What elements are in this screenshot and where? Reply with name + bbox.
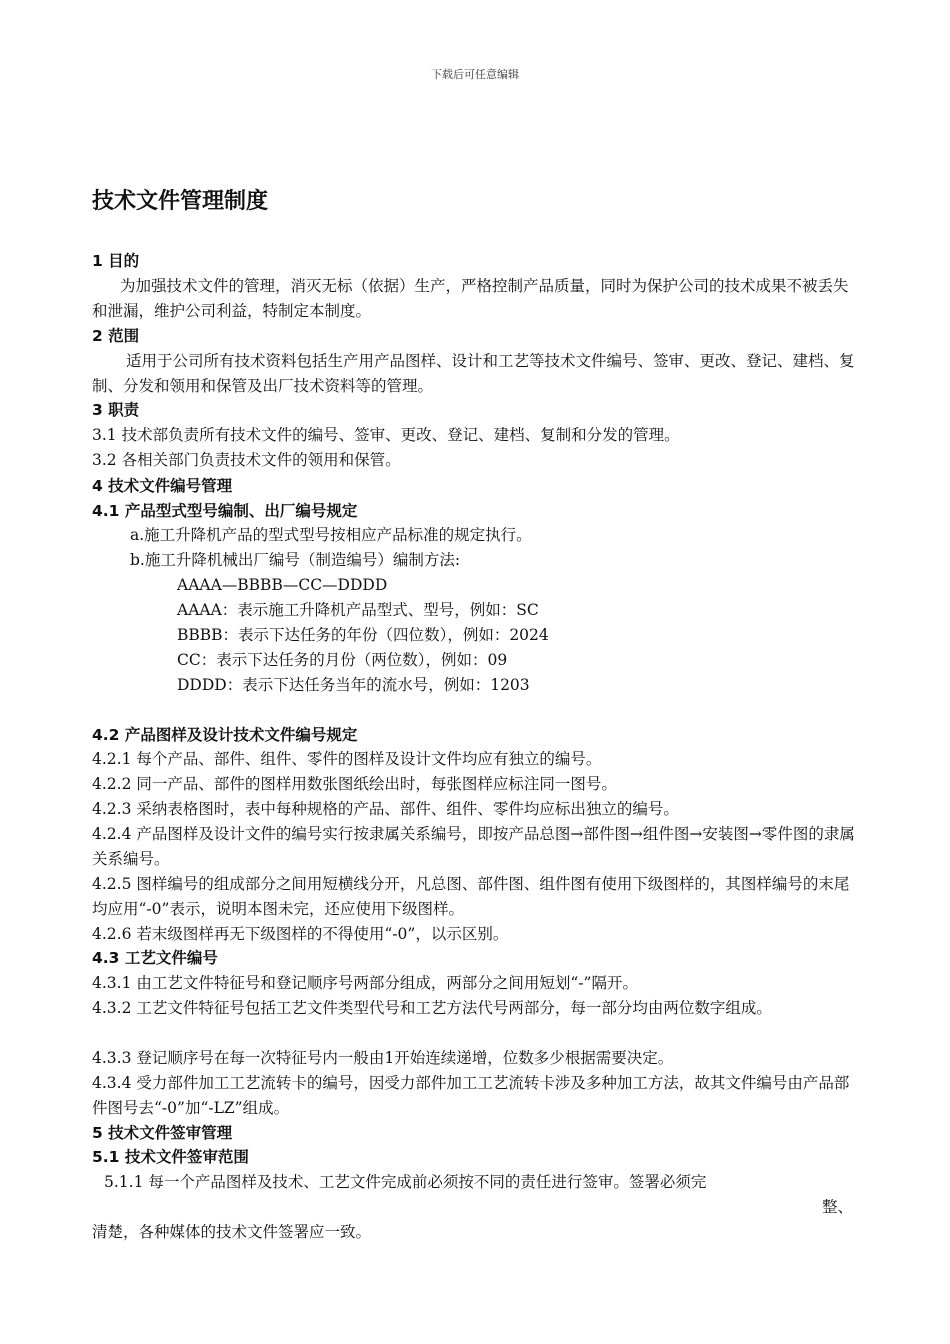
paragraph: 4.3.4 受力部件加工工艺流转卡的编号，因受力部件加工工艺流转卡涉及多种加工方法，故其文件编号由产品部件图号去“-0”加“-LZ”组成。	[92, 1074, 850, 1117]
section-heading: 4 技术文件编号管理	[92, 477, 233, 495]
paragraph: 4.2.1 每个产品、部件、组件、零件的图样及设计文件均应有独立的编号。	[92, 750, 602, 768]
paragraph: 适用于公司所有技术资料包括生产用产品图样、设计和工艺等技术文件编号、签审、更改、登记、建档、复制、分发和领用和保管及出厂技术资料等的管理。	[92, 352, 855, 395]
paragraph: 4.2.3 采纳表格图时，表中每种规格的产品、部件、组件、零件均应标出独立的编号。	[92, 800, 679, 818]
list-item: b.施工升降机械出厂编号（制造编号）编制方法:	[130, 551, 461, 569]
paragraph: 4.3.1 由工艺文件特征号和登记顺序号两部分组成，两部分之间用短划“-”隔开。	[92, 974, 638, 992]
section-heading: 1 目的	[92, 252, 140, 270]
format-line: DDDD：表示下达任务当年的流水号，例如：1203	[177, 676, 530, 694]
paragraph: 4.2.4 产品图样及设计文件的编号实行按隶属关系编号，即按产品总图→部件图→组件图→安装图→零件图的隶属关系编号。	[92, 825, 855, 868]
paragraph: 4.3.2 工艺文件特征号包括工艺文件类型代号和工艺方法代号两部分，每一部分均由两位数字组成。	[92, 999, 772, 1017]
paragraph: 为加强技术文件的管理，消灭无标（依据）生产，严格控制产品质量，同时为保护公司的技术成果不被丢失和泄漏，维护公司利益，特制定本制度。	[92, 277, 849, 320]
paragraph: 4.3.3 登记顺序号在每一次特征号内一般由1开始连续递增，位数多少根据需要决定。	[92, 1049, 674, 1067]
subsection-heading: 4.2 产品图样及设计技术文件编号规定	[92, 726, 358, 744]
subsection-heading: 5.1 技术文件签审范围	[92, 1148, 249, 1166]
paragraph: 3.1 技术部负责所有技术文件的编号、签审、更改、登记、建档、复制和分发的管理。	[92, 426, 680, 444]
paragraph: 4.2.6 若末级图样再无下级图样的不得使用“-0”，以示区别。	[92, 925, 509, 943]
document-title: 技术文件管理制度	[92, 189, 269, 214]
paragraph: 3.2 各相关部门负责技术文件的领用和保管。	[92, 451, 401, 469]
format-line: AAAA：表示施工升降机产品型式、型号，例如：SC	[177, 601, 539, 619]
subsection-heading: 4.1 产品型式型号编制、出厂编号规定	[92, 502, 358, 520]
paragraph: 4.2.2 同一产品、部件的图样用数张图纸绘出时，每张图样应标注同一图号。	[92, 775, 617, 793]
format-line: AAAA—BBBB—CC—DDDD	[177, 576, 388, 594]
paragraph: 整、	[822, 1198, 854, 1216]
section-heading: 2 范围	[92, 327, 140, 345]
list-item: a.施工升降机产品的型式型号按相应产品标准的规定执行。	[130, 526, 532, 544]
section-heading: 5 技术文件签审管理	[92, 1124, 233, 1142]
section-heading: 3 职责	[92, 401, 140, 419]
paragraph: 5.1.1 每一个产品图样及技术、工艺文件完成前必须按不同的责任进行签审。签署必须完	[104, 1173, 707, 1191]
format-line: BBBB：表示下达任务的年份（四位数），例如：2024	[177, 626, 549, 644]
page-header: 下载后可任意编辑	[431, 68, 519, 81]
format-line: CC：表示下达任务的月份（两位数），例如：09	[177, 651, 508, 669]
paragraph: 4.2.5 图样编号的组成部分之间用短横线分开，凡总图、部件图、组件图有使用下级图样的，其图样编号的末尾均应用“-0”表示，说明本图未完，还应使用下级图样。	[92, 875, 850, 918]
paragraph: 清楚，各种媒体的技术文件签署应一致。	[92, 1223, 372, 1241]
subsection-heading: 4.3 工艺文件编号	[92, 949, 218, 967]
